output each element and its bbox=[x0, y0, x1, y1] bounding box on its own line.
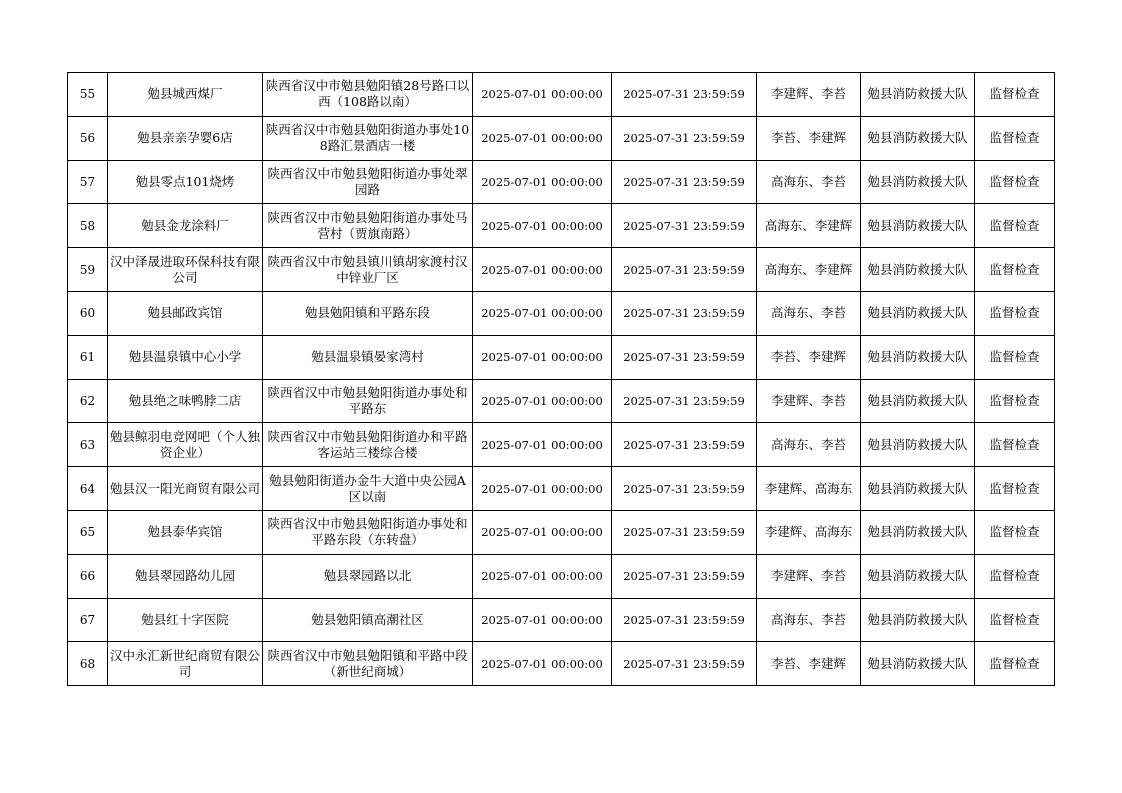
unit-name-cell: 勉县城西煤厂 bbox=[108, 73, 263, 117]
end-time-cell: 2025-07-31 23:59:59 bbox=[612, 248, 757, 292]
row-number-cell: 61 bbox=[68, 335, 108, 379]
inspectors-cell: 李建辉、高海东 bbox=[757, 467, 861, 511]
unit-name-cell: 勉县绝之味鸭脖二店 bbox=[108, 379, 263, 423]
inspecting-unit-cell: 勉县消防救援大队 bbox=[861, 291, 975, 335]
end-time-cell: 2025-07-31 23:59:59 bbox=[612, 598, 757, 642]
table-row bbox=[68, 423, 1055, 467]
row-number-cell: 65 bbox=[68, 510, 108, 554]
unit-name-cell: 勉县亲亲孕婴6店 bbox=[108, 116, 263, 160]
address-cell: 勉县温泉镇晏家湾村 bbox=[263, 335, 473, 379]
start-time-cell: 2025-07-01 00:00:00 bbox=[473, 160, 612, 204]
start-time-cell: 2025-07-01 00:00:00 bbox=[473, 642, 612, 686]
start-time-cell: 2025-07-01 00:00:00 bbox=[473, 73, 612, 117]
table-row bbox=[68, 116, 1055, 160]
inspecting-unit-cell: 勉县消防救援大队 bbox=[861, 379, 975, 423]
unit-name-cell: 勉县零点101烧烤 bbox=[108, 160, 263, 204]
inspection-type-cell: 监督检查 bbox=[975, 379, 1055, 423]
start-time-cell: 2025-07-01 00:00:00 bbox=[473, 423, 612, 467]
inspecting-unit-cell: 勉县消防救援大队 bbox=[861, 510, 975, 554]
unit-name-cell: 勉县泰华宾馆 bbox=[108, 510, 263, 554]
table-row bbox=[68, 554, 1055, 598]
end-time-cell: 2025-07-31 23:59:59 bbox=[612, 73, 757, 117]
inspecting-unit-cell: 勉县消防救援大队 bbox=[861, 598, 975, 642]
unit-name-cell: 勉县邮政宾馆 bbox=[108, 291, 263, 335]
address-cell: 勉县翠园路以北 bbox=[263, 554, 473, 598]
inspection-type-cell: 监督检查 bbox=[975, 510, 1055, 554]
table-row bbox=[68, 335, 1055, 379]
inspectors-cell: 高海东、李苔 bbox=[757, 291, 861, 335]
end-time-cell: 2025-07-31 23:59:59 bbox=[612, 423, 757, 467]
inspectors-cell: 高海东、李苔 bbox=[757, 598, 861, 642]
table-row bbox=[68, 291, 1055, 335]
table-row bbox=[68, 467, 1055, 511]
table-row bbox=[68, 73, 1055, 117]
address-cell: 陕西省汉中市勉县镇川镇胡家渡村汉中锌业厂区 bbox=[263, 248, 473, 292]
inspection-type-cell: 监督检查 bbox=[975, 467, 1055, 511]
unit-name-cell: 勉县金龙涂料厂 bbox=[108, 204, 263, 248]
start-time-cell: 2025-07-01 00:00:00 bbox=[473, 379, 612, 423]
table-row bbox=[68, 642, 1055, 686]
end-time-cell: 2025-07-31 23:59:59 bbox=[612, 116, 757, 160]
row-number-cell: 67 bbox=[68, 598, 108, 642]
inspection-table bbox=[67, 72, 1055, 686]
inspecting-unit-cell: 勉县消防救援大队 bbox=[861, 248, 975, 292]
inspecting-unit-cell: 勉县消防救援大队 bbox=[861, 73, 975, 117]
inspectors-cell: 高海东、李苔 bbox=[757, 160, 861, 204]
inspection-type-cell: 监督检查 bbox=[975, 598, 1055, 642]
end-time-cell: 2025-07-31 23:59:59 bbox=[612, 291, 757, 335]
start-time-cell: 2025-07-01 00:00:00 bbox=[473, 204, 612, 248]
start-time-cell: 2025-07-01 00:00:00 bbox=[473, 116, 612, 160]
end-time-cell: 2025-07-31 23:59:59 bbox=[612, 335, 757, 379]
inspectors-cell: 高海东、李苔 bbox=[757, 423, 861, 467]
address-cell: 陕西省汉中市勉县勉阳镇和平路中段（新世纪商城） bbox=[263, 642, 473, 686]
end-time-cell: 2025-07-31 23:59:59 bbox=[612, 642, 757, 686]
unit-name-cell: 勉县鲸羽电竞网吧（个人独资企业） bbox=[108, 423, 263, 467]
row-number-cell: 58 bbox=[68, 204, 108, 248]
unit-name-cell: 勉县红十字医院 bbox=[108, 598, 263, 642]
inspecting-unit-cell: 勉县消防救援大队 bbox=[861, 116, 975, 160]
table-body bbox=[68, 73, 1055, 686]
inspectors-cell: 李苔、李建辉 bbox=[757, 642, 861, 686]
row-number-cell: 57 bbox=[68, 160, 108, 204]
address-cell: 陕西省汉中市勉县勉阳街道办事处和平路东 bbox=[263, 379, 473, 423]
end-time-cell: 2025-07-31 23:59:59 bbox=[612, 379, 757, 423]
row-number-cell: 56 bbox=[68, 116, 108, 160]
end-time-cell: 2025-07-31 23:59:59 bbox=[612, 160, 757, 204]
inspectors-cell: 李建辉、高海东 bbox=[757, 510, 861, 554]
inspectors-cell: 李苔、李建辉 bbox=[757, 116, 861, 160]
inspectors-cell: 李建辉、李苔 bbox=[757, 379, 861, 423]
end-time-cell: 2025-07-31 23:59:59 bbox=[612, 467, 757, 511]
unit-name-cell: 勉县温泉镇中心小学 bbox=[108, 335, 263, 379]
start-time-cell: 2025-07-01 00:00:00 bbox=[473, 335, 612, 379]
table-row bbox=[68, 379, 1055, 423]
address-cell: 勉县勉阳镇和平路东段 bbox=[263, 291, 473, 335]
end-time-cell: 2025-07-31 23:59:59 bbox=[612, 510, 757, 554]
start-time-cell: 2025-07-01 00:00:00 bbox=[473, 291, 612, 335]
address-cell: 勉县勉阳镇高潮社区 bbox=[263, 598, 473, 642]
address-cell: 陕西省汉中市勉县勉阳街道办和平路客运站三楼综合楼 bbox=[263, 423, 473, 467]
start-time-cell: 2025-07-01 00:00:00 bbox=[473, 554, 612, 598]
inspection-type-cell: 监督检查 bbox=[975, 160, 1055, 204]
end-time-cell: 2025-07-31 23:59:59 bbox=[612, 204, 757, 248]
inspection-type-cell: 监督检查 bbox=[975, 248, 1055, 292]
inspectors-cell: 高海东、李建辉 bbox=[757, 248, 861, 292]
table-row bbox=[68, 248, 1055, 292]
inspection-type-cell: 监督检查 bbox=[975, 73, 1055, 117]
inspecting-unit-cell: 勉县消防救援大队 bbox=[861, 423, 975, 467]
start-time-cell: 2025-07-01 00:00:00 bbox=[473, 467, 612, 511]
inspection-type-cell: 监督检查 bbox=[975, 204, 1055, 248]
address-cell: 陕西省汉中市勉县勉阳街道办事处108路汇景酒店一楼 bbox=[263, 116, 473, 160]
row-number-cell: 66 bbox=[68, 554, 108, 598]
address-cell: 陕西省汉中市勉县勉阳镇28号路口以西（108路以南） bbox=[263, 73, 473, 117]
inspecting-unit-cell: 勉县消防救援大队 bbox=[861, 467, 975, 511]
inspectors-cell: 李建辉、李苔 bbox=[757, 554, 861, 598]
row-number-cell: 63 bbox=[68, 423, 108, 467]
end-time-cell: 2025-07-31 23:59:59 bbox=[612, 554, 757, 598]
inspection-type-cell: 监督检查 bbox=[975, 335, 1055, 379]
inspecting-unit-cell: 勉县消防救援大队 bbox=[861, 335, 975, 379]
inspection-type-cell: 监督检查 bbox=[975, 116, 1055, 160]
inspection-type-cell: 监督检查 bbox=[975, 423, 1055, 467]
start-time-cell: 2025-07-01 00:00:00 bbox=[473, 510, 612, 554]
row-number-cell: 60 bbox=[68, 291, 108, 335]
table-row bbox=[68, 598, 1055, 642]
unit-name-cell: 勉县翠园路幼儿园 bbox=[108, 554, 263, 598]
inspecting-unit-cell: 勉县消防救援大队 bbox=[861, 642, 975, 686]
row-number-cell: 64 bbox=[68, 467, 108, 511]
start-time-cell: 2025-07-01 00:00:00 bbox=[473, 248, 612, 292]
row-number-cell: 68 bbox=[68, 642, 108, 686]
inspecting-unit-cell: 勉县消防救援大队 bbox=[861, 160, 975, 204]
table-row bbox=[68, 510, 1055, 554]
address-cell: 陕西省汉中市勉县勉阳街道办事处马营村（贾旗南路） bbox=[263, 204, 473, 248]
inspectors-cell: 李苔、李建辉 bbox=[757, 335, 861, 379]
inspection-type-cell: 监督检查 bbox=[975, 291, 1055, 335]
address-cell: 勉县勉阳街道办金牛大道中央公园A区以南 bbox=[263, 467, 473, 511]
row-number-cell: 59 bbox=[68, 248, 108, 292]
row-number-cell: 62 bbox=[68, 379, 108, 423]
inspection-type-cell: 监督检查 bbox=[975, 554, 1055, 598]
address-cell: 陕西省汉中市勉县勉阳街道办事处翠园路 bbox=[263, 160, 473, 204]
unit-name-cell: 勉县汉一阳光商贸有限公司 bbox=[108, 467, 263, 511]
inspectors-cell: 高海东、李建辉 bbox=[757, 204, 861, 248]
row-number-cell: 55 bbox=[68, 73, 108, 117]
inspecting-unit-cell: 勉县消防救援大队 bbox=[861, 554, 975, 598]
table-row bbox=[68, 204, 1055, 248]
unit-name-cell: 汉中永汇新世纪商贸有限公司 bbox=[108, 642, 263, 686]
address-cell: 陕西省汉中市勉县勉阳街道办事处和平路东段（东转盘） bbox=[263, 510, 473, 554]
unit-name-cell: 汉中泽晟进取环保科技有限公司 bbox=[108, 248, 263, 292]
inspectors-cell: 李建辉、李苔 bbox=[757, 73, 861, 117]
start-time-cell: 2025-07-01 00:00:00 bbox=[473, 598, 612, 642]
table-row bbox=[68, 160, 1055, 204]
inspecting-unit-cell: 勉县消防救援大队 bbox=[861, 204, 975, 248]
inspection-type-cell: 监督检查 bbox=[975, 642, 1055, 686]
